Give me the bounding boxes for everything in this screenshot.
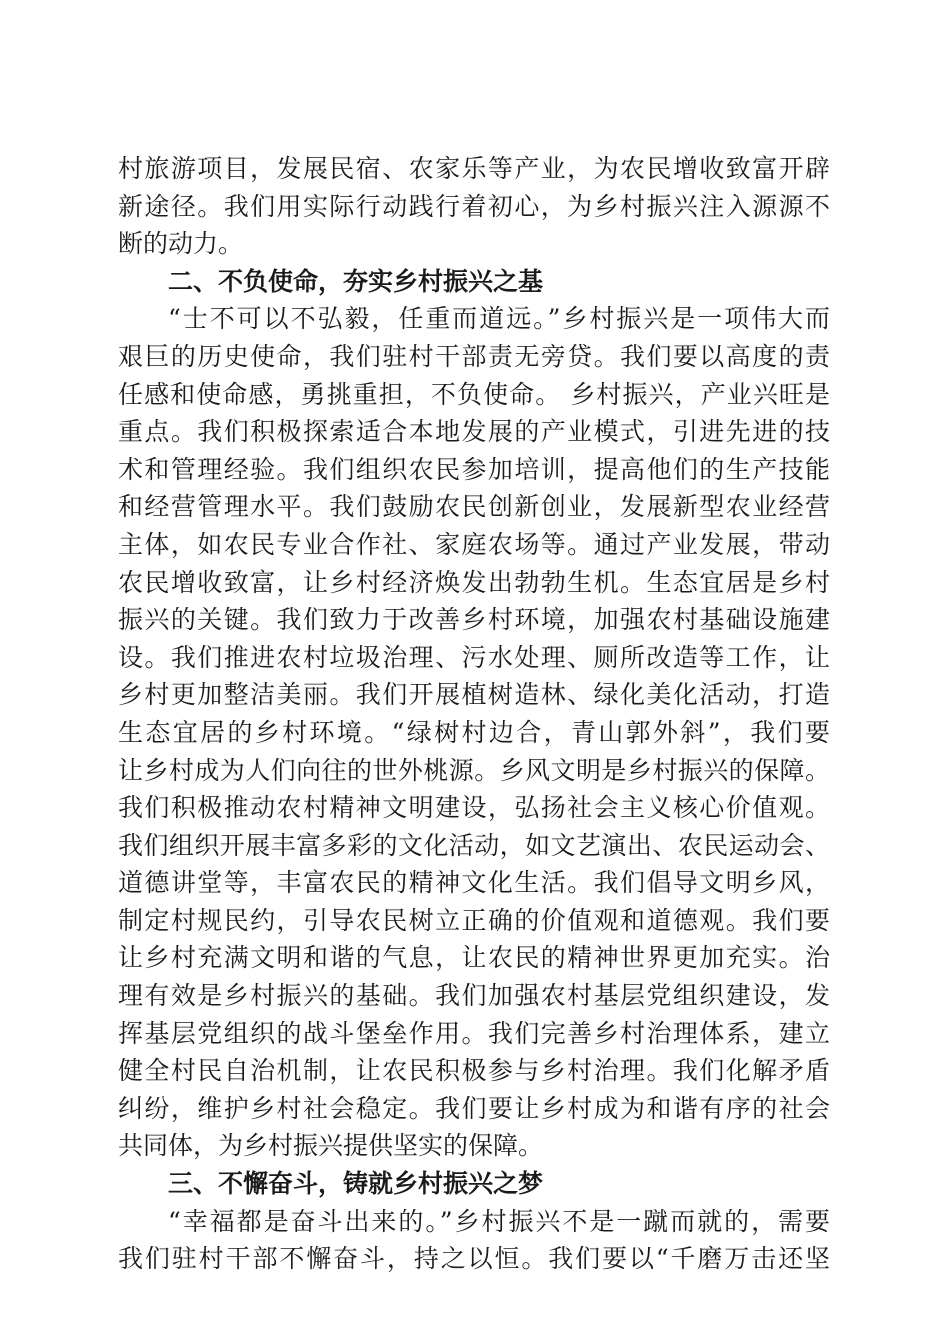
body-text-line: 设。我们推进农村垃圾治理、污水处理、厕所改造等工作，让 — [118, 642, 830, 672]
paragraph-first-line: “幸福都是奋斗出来的。”乡村振兴不是一蹴而就的，需要 — [168, 1206, 830, 1236]
body-text-line: 艰巨的历史使命，我们驻村干部责无旁贷。我们要以高度的责 — [118, 341, 830, 371]
body-text-line: 我们组织开展丰富多彩的文化活动，如文艺演出、农民运动会、 — [118, 830, 830, 860]
body-text-line: 道德讲堂等，丰富农民的精神文化生活。我们倡导文明乡风， — [118, 868, 830, 898]
body-text-line: 生态宜居的乡村环境。“绿树村边合，青山郭外斜”，我们要 — [118, 717, 830, 747]
body-text-line: 健全村民自治机制，让农民积极参与乡村治理。我们化解矛盾 — [118, 1056, 830, 1086]
body-text-line: 重点。我们积极探索适合本地发展的产业模式，引进先进的技 — [118, 417, 830, 447]
section-heading: 三、不懈奋斗，铸就乡村振兴之梦 — [168, 1169, 544, 1199]
paragraph-first-line: “士不可以不弘毅，任重而道远。”乡村振兴是一项伟大而 — [168, 304, 830, 334]
body-text-line: 新途径。我们用实际行动践行着初心，为乡村振兴注入源源不 — [118, 191, 830, 221]
body-text-line: 任感和使命感，勇挑重担，不负使命。 乡村振兴，产业兴旺是 — [118, 379, 830, 409]
body-text-line: 农民增收致富，让乡村经济焕发出勃勃生机。生态宜居是乡村 — [118, 567, 830, 597]
body-text-line: 村旅游项目，发展民宿、农家乐等产业，为农民增收致富开辟 — [118, 154, 830, 183]
body-text-line: 理有效是乡村振兴的基础。我们加强农村基层党组织建设，发 — [118, 981, 830, 1011]
paragraph-last-line: 共同体，为乡村振兴提供坚实的保障。 — [118, 1131, 544, 1161]
body-text-line: 乡村更加整洁美丽。我们开展植树造林、绿化美化活动，打造 — [118, 680, 830, 710]
body-text-line: 制定村规民约，引导农民树立正确的价值观和道德观。我们要 — [118, 905, 830, 935]
body-text-line: 术和管理经验。我们组织农民参加培训，提高他们的生产技能 — [118, 454, 830, 484]
body-text-line: 纠纷，维护乡村社会稳定。我们要让乡村成为和谐有序的社会 — [118, 1093, 830, 1123]
body-text-line: 振兴的关键。我们致力于改善乡村环境，加强农村基础设施建 — [118, 605, 830, 635]
body-text-line: 我们驻村干部不懈奋斗，持之以恒。我们要以“千磨万击还坚 — [118, 1244, 830, 1274]
document-body — [118, 150, 830, 1278]
body-text-line: 主体，如农民专业合作社、家庭农场等。通过产业发展，带动 — [118, 529, 830, 559]
body-text-line: 和经营管理水平。我们鼓励农民创新创业，发展新型农业经营 — [118, 492, 830, 522]
body-text-line: 我们积极推动农村精神文明建设，弘扬社会主义核心价值观。 — [118, 793, 830, 823]
section-heading: 二、不负使命，夯实乡村振兴之基 — [168, 266, 544, 296]
body-text-line: 让乡村成为人们向往的世外桃源。乡风文明是乡村振兴的保障。 — [118, 755, 830, 785]
body-text-line: 让乡村充满文明和谐的气息，让农民的精神世界更加充实。治 — [118, 943, 830, 973]
body-text-line: 挥基层党组织的战斗堡垒作用。我们完善乡村治理体系，建立 — [118, 1018, 830, 1048]
paragraph-last-line: 断的动力。 — [118, 229, 244, 259]
